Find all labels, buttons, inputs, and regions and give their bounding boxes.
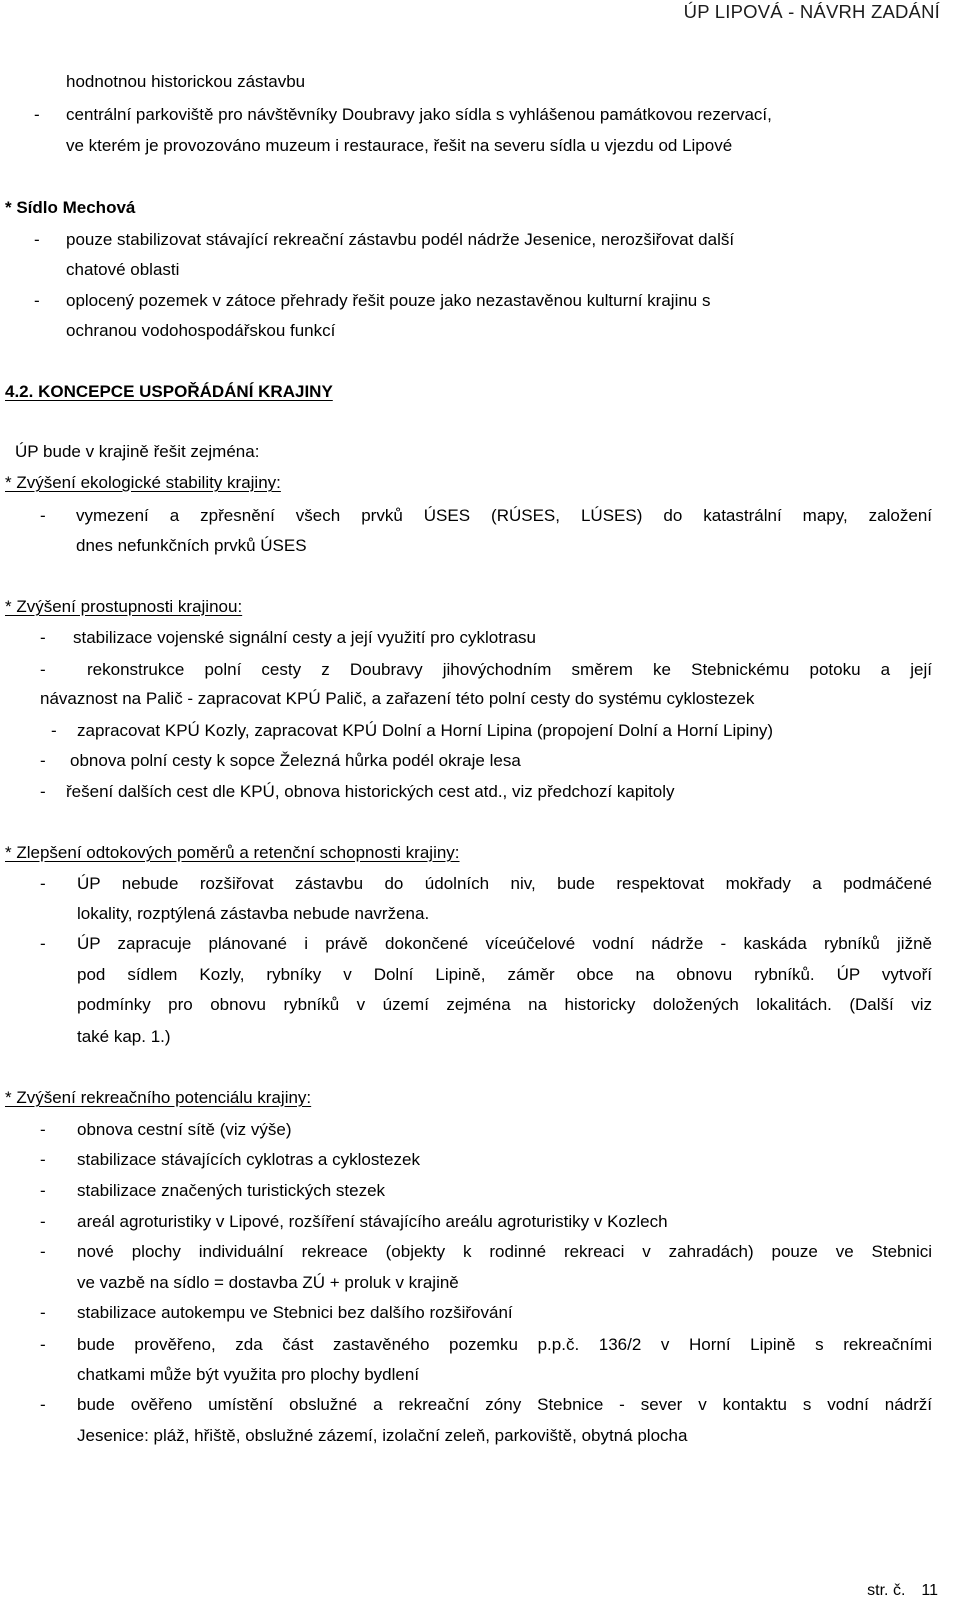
list-item-text: rekonstrukce polní cesty z Doubravy jihovýchodním směrem ke Stebnickému potoku a její xyxy=(87,660,932,679)
list-dash: - xyxy=(40,660,46,679)
list-item-text: chatové oblasti xyxy=(66,260,180,279)
subsection-heading: * Zvýšení prostupnosti krajinou: xyxy=(5,597,243,616)
list-item-text: stabilizace stávajících cyklotras a cyklostezek xyxy=(77,1150,420,1169)
list-item-text: řešení dalších cest dle KPÚ, obnova historických cest atd., viz předchozí kapitoly xyxy=(66,782,675,801)
list-item-text: stabilizace vojenské signální cesty a její využití pro cyklotrasu xyxy=(73,628,536,647)
list-dash: - xyxy=(40,1242,46,1261)
list-dash: - xyxy=(40,1120,46,1139)
list-item-text: obnova cestní sítě (viz výše) xyxy=(77,1120,292,1139)
list-item-text: návaznost na Palič - zapracovat KPÚ Palič, a zařazení této polní cesty do systému cyklostezek xyxy=(40,689,755,708)
list-item-text: ÚP zapracuje plánované i právě dokončené víceúčelové vodní nádrže - kaskáda rybníků jižně xyxy=(77,934,932,953)
list-item-text: vymezení a zpřesnění všech prvků ÚSES (RÚSES, LÚSES) do katastrální mapy, založení xyxy=(76,506,932,525)
list-item-text: chatkami může být využita pro plochy bydlení xyxy=(77,1365,420,1384)
section-heading: 4.2. KONCEPCE USPOŘÁDÁNÍ KRAJINY xyxy=(5,382,333,401)
list-item-text: stabilizace značených turistických stezek xyxy=(77,1181,386,1200)
page-number: 11 xyxy=(921,1582,938,1599)
list-item-text: pod sídlem Kozly, rybníky v Dolní Lipině, záměr obce na obnovu rybníků. ÚP vytvoří xyxy=(77,965,932,984)
list-item-text: dnes nefunkčních prvků ÚSES xyxy=(76,536,307,555)
list-item-text: podmínky pro obnovu rybníků v území zejména na historicky doložených lokalitách. (Další viz xyxy=(77,995,932,1014)
section-intro: ÚP bude v krajině řešit zejména: xyxy=(15,442,260,461)
list-dash: - xyxy=(40,506,46,525)
list-item-text: také kap. 1.) xyxy=(77,1027,171,1046)
list-dash: - xyxy=(40,751,46,770)
list-dash: - xyxy=(40,1395,46,1414)
list-item-text: zapracovat KPÚ Kozly, zapracovat KPÚ Dolní a Horní Lipina (propojení Dolní a Horní Lipiny) xyxy=(77,721,774,740)
list-dash: - xyxy=(40,1303,46,1322)
page-number-label: str. č. xyxy=(867,1582,906,1599)
list-dash: - xyxy=(34,291,40,310)
page-header-title: ÚP LIPOVÁ - NÁVRH ZADÁNÍ xyxy=(683,1,940,22)
list-item-text: oplocený pozemek v zátoce přehrady řešit pouze jako nezastavěnou kulturní krajinu s xyxy=(66,291,711,310)
list-item-text: bude prověřeno, zda část zastavěného pozemku p.p.č. 136/2 v Horní Lipině s rekreačními xyxy=(77,1335,932,1354)
list-item-text: centrální parkoviště pro návštěvníky Doubravy jako sídla s vyhlášenou památkovou rezervací, xyxy=(66,105,772,124)
list-item-text: Jesenice: pláž, hřiště, obslužné zázemí, izolační zeleň, parkoviště, obytná plocha xyxy=(77,1426,688,1445)
subsection-heading: * Sídlo Mechová xyxy=(5,198,136,217)
list-item-text: areál agroturistiky v Lipové, rozšíření stávajícího areálu agroturistiky v Kozlech xyxy=(77,1212,668,1231)
list-item-text: obnova polní cesty k sopce Železná hůrka podél okraje lesa xyxy=(70,751,521,770)
list-item-text: ÚP nebude rozšiřovat zástavbu do údolních niv, bude respektovat mokřady a podmáčené xyxy=(77,874,932,893)
list-item-text: lokality, rozptýlená zástavba nebude navržena. xyxy=(77,904,430,923)
subsection-heading: * Zvýšení ekologické stability krajiny: xyxy=(5,473,281,492)
list-item-text: ve kterém je provozováno muzeum i restaurace, řešit na severu sídla u vjezdu od Lipové xyxy=(66,136,733,155)
list-item-text: nové plochy individuální rekreace (objekty k rodinné rekreaci v zahradách) pouze ve Stebnici xyxy=(77,1242,932,1261)
list-dash: - xyxy=(40,628,46,647)
subsection-heading: * Zlepšení odtokových poměrů a retenční schopnosti krajiny: xyxy=(5,843,460,862)
page-footer xyxy=(867,1581,938,1601)
list-item-text: ve vazbě na sídlo = dostavba ZÚ + proluk v krajině xyxy=(77,1273,459,1292)
intro-text: hodnotnou historickou zástavbu xyxy=(66,72,306,91)
list-dash: - xyxy=(40,934,46,953)
list-dash: - xyxy=(51,721,57,740)
list-dash: - xyxy=(40,1212,46,1231)
list-item-text: stabilizace autokempu ve Stebnici bez dalšího rozšiřování xyxy=(77,1303,513,1322)
list-dash: - xyxy=(40,782,46,801)
list-dash: - xyxy=(34,230,40,249)
list-item-text: bude ověřeno umístění obslužné a rekreační zóny Stebnice - sever v kontaktu s vodní nádrží xyxy=(77,1395,932,1414)
list-dash: - xyxy=(40,1150,46,1169)
list-item-text: ochranou vodohospodářskou funkcí xyxy=(66,321,336,340)
list-dash: - xyxy=(40,1335,46,1354)
list-dash: - xyxy=(40,874,46,893)
list-dash: - xyxy=(34,105,40,124)
list-dash: - xyxy=(40,1181,46,1200)
list-item-text: pouze stabilizovat stávající rekreační zástavbu podél nádrže Jesenice, nerozšiřovat další xyxy=(66,230,735,249)
subsection-heading: * Zvýšení rekreačního potenciálu krajiny: xyxy=(5,1088,312,1107)
